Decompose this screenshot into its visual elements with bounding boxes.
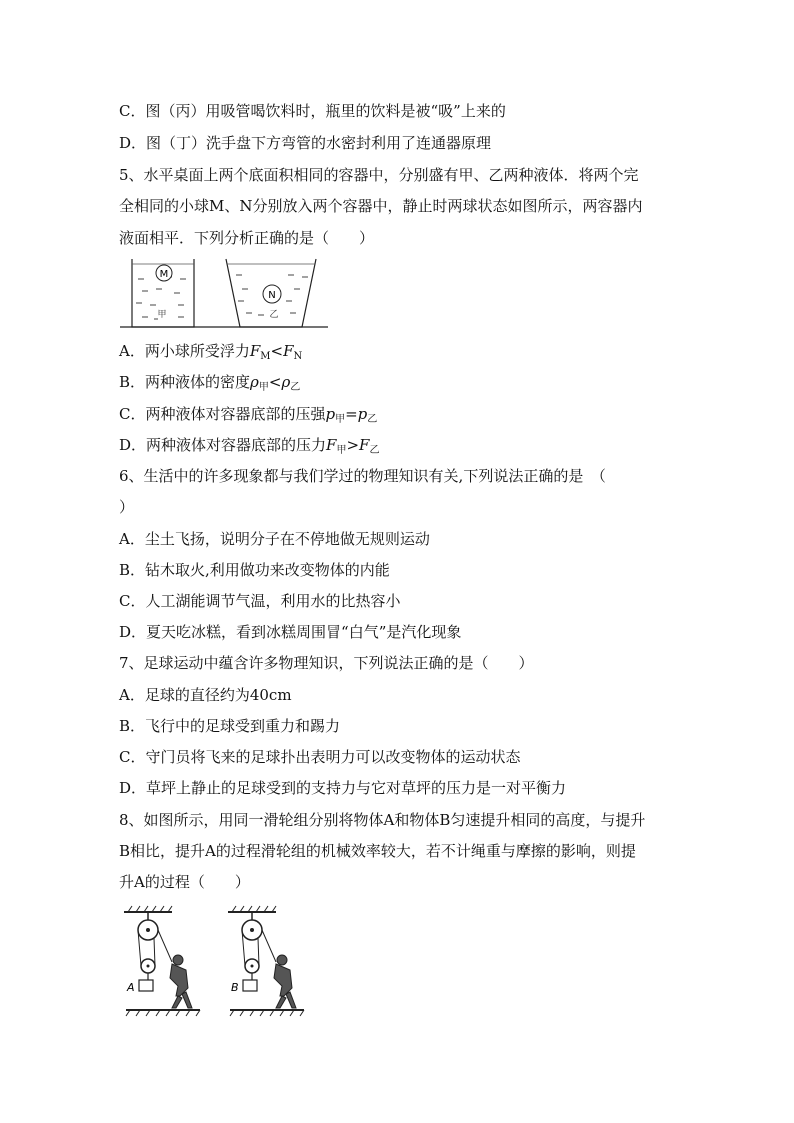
q5-option-c: C．两种液体对容器底部的压强$p_甲=p_乙$ bbox=[119, 405, 378, 425]
label-a: A bbox=[127, 981, 135, 994]
q5-containers-figure bbox=[118, 255, 330, 331]
q7-option-c: C．守门员将飞来的足球扑出表明力可以改变物体的运动状态 bbox=[119, 748, 521, 766]
q7-option-b: B．飞行中的足球受到重力和踢力 bbox=[119, 717, 341, 735]
q6-option-c: C．人工湖能调节气温，利用水的比热容小 bbox=[119, 592, 401, 610]
q5-stem-line1: 5、水平桌面上两个底面积相同的容器中，分别盛有甲、乙两种液体．将两个完 bbox=[119, 166, 639, 184]
person-a-icon bbox=[170, 955, 192, 1008]
q8-pulley-figure bbox=[118, 900, 318, 1018]
q7-stem: 7、足球运动中蕴含许多物理知识，下列说法正确的是（ ） bbox=[119, 654, 534, 672]
q8-stem-line3: 升A的过程（ ） bbox=[119, 873, 250, 891]
q5-option-d: D．两种液体对容器底部的压力$F_甲>F_乙$ bbox=[119, 436, 380, 456]
q5-stem-line3: 液面相平．下列分析正确的是（ ） bbox=[119, 229, 375, 247]
liquid-left-label: 甲 bbox=[157, 310, 167, 320]
pulley-system-a bbox=[124, 906, 200, 1016]
object-a bbox=[139, 980, 153, 991]
q5-option-b: B．两种液体的密度$\rho_甲<\rho_乙$ bbox=[119, 373, 301, 393]
liquid-right-label: 乙 bbox=[269, 310, 279, 320]
q4-option-c: C．图（丙）用吸管喝饮料时，瓶里的饮料是被“吸”上来的 bbox=[119, 102, 506, 120]
q6-option-b: B．钻木取火,利用做功来改变物体的内能 bbox=[119, 561, 390, 579]
q7-option-a: A．足球的直径约为40cm bbox=[119, 686, 292, 704]
q6-option-a: A．尘土飞扬，说明分子在不停地做无规则运动 bbox=[119, 530, 430, 548]
q6-stem-line2: ） bbox=[119, 498, 135, 516]
q7-option-d: D．草坪上静止的足球受到的支持力与它对草坪的压力是一对平衡力 bbox=[119, 779, 567, 797]
ball-m-label: M bbox=[159, 269, 169, 280]
ball-n-label: N bbox=[268, 290, 276, 301]
q8-stem-line2: B相比，提升A的过程滑轮组的机械效率较大，若不计绳重与摩擦的影响，则提 bbox=[119, 842, 636, 860]
q5-stem-line2: 全相同的小球M、N分别放入两个容器中，静止时两球状态如图所示，两容器内 bbox=[119, 197, 643, 215]
person-b-icon bbox=[274, 955, 296, 1008]
label-b: B bbox=[231, 981, 239, 994]
q6-stem-line1: 6、生活中的许多现象都与我们学过的物理知识有关,下列说法正确的是 （ bbox=[119, 467, 606, 485]
q5-option-a: A．两小球所受浮力$F_M<F_N$ bbox=[119, 342, 303, 362]
pulley-system-b bbox=[228, 906, 304, 1016]
q8-stem-line1: 8、如图所示，用同一滑轮组分别将物体A和物体B匀速提升相同的高度，与提升 bbox=[119, 811, 646, 829]
object-b bbox=[243, 980, 257, 991]
q4-option-d: D．图（丁）洗手盘下方弯管的水密封利用了连通器原理 bbox=[119, 134, 492, 152]
q6-option-d: D．夏天吃冰糕，看到冰糕周围冒“白气”是汽化现象 bbox=[119, 623, 462, 641]
